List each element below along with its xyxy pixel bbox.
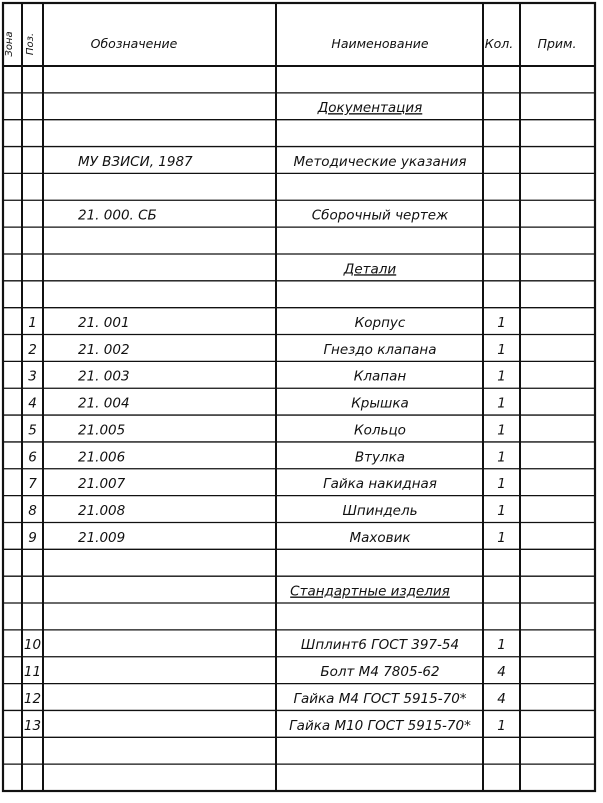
header-row: [4, 31, 576, 56]
table-row: [317, 100, 423, 116]
table-row: [290, 584, 450, 600]
quantity-cell: 1: [497, 422, 506, 439]
position-cell: 11: [23, 664, 42, 681]
designation-cell: 21.009: [78, 529, 126, 546]
position-cell: 7: [28, 476, 37, 493]
name-cell: Корпус: [354, 315, 406, 331]
position-cell: 2: [28, 341, 37, 358]
table-row: [343, 261, 397, 277]
header-note: Прим.: [537, 36, 577, 51]
section-heading: Документация: [317, 100, 423, 117]
position-cell: 5: [28, 422, 37, 439]
name-cell: Гайка М4 ГОСТ 5915-70*: [293, 690, 467, 707]
name-cell: Втулка: [354, 449, 406, 466]
position-cell: 8: [28, 502, 37, 519]
header-pos: Поз.: [25, 32, 36, 56]
table-row: [24, 718, 506, 734]
quantity-cell: 4: [497, 690, 506, 707]
header-designation: Обозначение: [90, 36, 178, 51]
name-cell: Гайка накидная: [323, 476, 437, 493]
designation-cell: МУ ВЗИСИ, 1987: [78, 153, 193, 170]
name-cell: Гайка М10 ГОСТ 5915-70*: [289, 717, 471, 734]
table-row: [28, 396, 506, 412]
table-row: [28, 476, 506, 492]
position-cell: 9: [28, 529, 37, 546]
quantity-cell: 1: [497, 476, 506, 493]
name-cell: Кольцо: [354, 422, 406, 439]
quantity-cell: 1: [497, 449, 506, 466]
quantity-cell: 1: [497, 315, 506, 331]
designation-cell: 21. 002: [78, 341, 130, 358]
designation-cell: 21. 001: [78, 315, 130, 331]
header-name: Наименование: [331, 36, 429, 51]
quantity-cell: 1: [497, 717, 506, 734]
name-cell: Сборочный чертеж: [311, 207, 449, 224]
quantity-cell: 1: [497, 502, 506, 519]
designation-cell: 21.008: [78, 502, 126, 519]
position-cell: 13: [23, 717, 42, 734]
position-cell: 10: [23, 637, 42, 654]
name-cell: Крышка: [351, 395, 409, 412]
table-row: [24, 637, 506, 653]
table-row: [28, 530, 506, 546]
designation-cell: 21.007: [78, 476, 126, 493]
quantity-cell: 1: [497, 529, 506, 546]
name-cell: Шплинт6 ГОСТ 397-54: [300, 637, 460, 654]
table-row: [78, 208, 449, 224]
quantity-cell: 1: [497, 341, 506, 358]
header-qty: Кол.: [484, 36, 514, 51]
name-cell: Болт М4 7805-62: [320, 664, 440, 681]
table-row: [28, 369, 506, 385]
table-row: [78, 154, 467, 170]
table-row: [24, 664, 506, 680]
section-heading: Стандартные изделия: [290, 583, 450, 600]
designation-cell: 21. 003: [78, 368, 130, 385]
table-row: [24, 691, 506, 707]
table-row: [28, 315, 506, 331]
name-cell: Методические указания: [293, 153, 467, 170]
name-cell: Клапан: [353, 368, 407, 385]
designation-cell: 21. 000. СБ: [78, 207, 157, 224]
name-cell: Маховик: [349, 529, 411, 546]
designation-cell: 21.006: [78, 449, 126, 466]
section-heading: Детали: [343, 261, 397, 278]
table-row: [28, 342, 506, 358]
quantity-cell: 4: [497, 664, 506, 681]
position-cell: 1: [28, 315, 37, 331]
quantity-cell: 1: [497, 395, 506, 412]
position-cell: 6: [28, 449, 37, 466]
name-cell: Шпиндель: [342, 502, 418, 519]
table-row: [28, 503, 506, 519]
table-row: [28, 422, 506, 438]
position-cell: 4: [28, 395, 37, 412]
quantity-cell: 1: [497, 368, 506, 385]
name-cell: Гнездо клапана: [323, 341, 437, 358]
table-body: [24, 100, 506, 734]
designation-cell: 21.005: [78, 422, 126, 439]
table-row: [28, 449, 506, 465]
quantity-cell: 1: [497, 637, 506, 654]
designation-cell: 21. 004: [78, 395, 130, 412]
position-cell: 3: [28, 368, 37, 385]
position-cell: 12: [23, 690, 42, 707]
header-zone: Зона: [4, 31, 15, 57]
